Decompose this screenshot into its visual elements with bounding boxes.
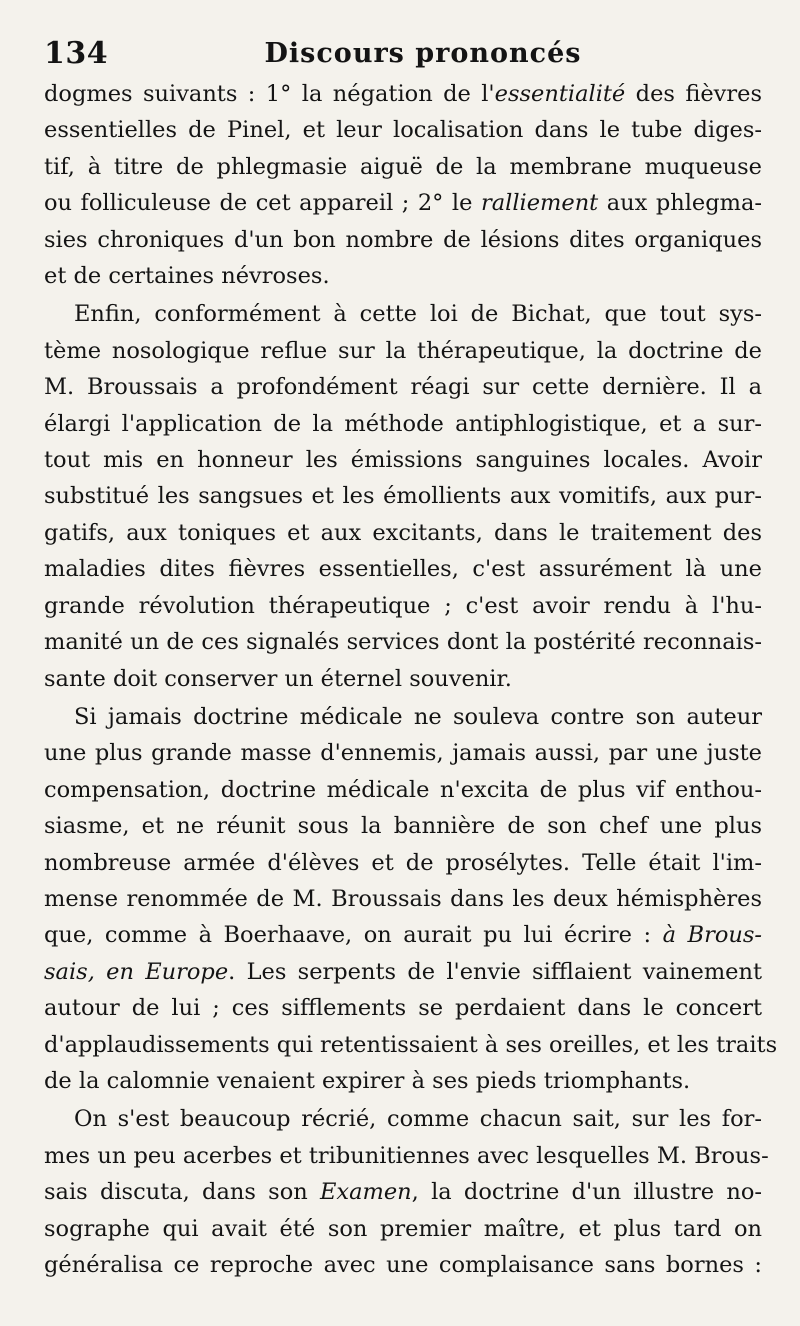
text-line: que, comme à Boerhaave, on aurait pu lui écrire : à Brous-: [44, 922, 763, 949]
text-line: Si jamais doctrine médicale ne souleva contre son auteur: [74, 703, 762, 730]
text-line: essentielles de Pinel, et leur localisation dans le tube diges-: [44, 117, 762, 144]
paragraph-1: [44, 76, 762, 294]
text-line: tème nosologique reflue sur la thérapeutique, la doctrine de: [44, 337, 762, 364]
text-line: nombreuse armée d'élèves et de prosélytes. Telle était l'im-: [44, 849, 762, 876]
text-line: manité un de ces signalés services dont la postérité reconnais-: [44, 629, 762, 656]
text-line: autour de lui ; ces sifflements se perdaient dans le concert: [44, 995, 762, 1022]
text-line: Enfin, conformément à cette loi de Bichat, que tout sys-: [74, 301, 762, 328]
text-line: On s'est beaucoup récrié, comme chacun sait, sur les for-: [74, 1106, 762, 1133]
paragraph-2: [44, 296, 762, 696]
text-line: grande révolution thérapeutique ; c'est avoir rendu à l'hu-: [44, 592, 762, 619]
text-line: sographe qui avait été son premier maître, et plus tard on: [44, 1215, 762, 1242]
text-line: ou folliculeuse de cet appareil ; 2° le ralliement aux phlegma-: [44, 190, 763, 217]
page-number: 134: [44, 36, 109, 71]
text-line: sais discuta, dans son Examen, la doctrine d'un illustre no-: [44, 1179, 762, 1206]
text-line: siasme, et ne réunit sous la bannière de son chef une plus: [44, 813, 762, 840]
running-title: Discours prononcés: [264, 38, 582, 69]
text-line: substitué les sangsues et les émollients aux vomitifs, aux pur-: [44, 483, 762, 510]
text-line: et de certaines névroses.: [44, 263, 330, 290]
text-line: sante doit conserver un éternel souvenir.: [44, 665, 512, 692]
text-line: élargi l'application de la méthode antiphlogistique, et a sur-: [44, 410, 762, 437]
text-line: une plus grande masse d'ennemis, jamais aussi, par une juste: [44, 740, 762, 767]
text-line: tif, à titre de phlegmasie aiguë de la membrane muqueuse: [44, 153, 762, 180]
text-line: de la calomnie venaient expirer à ses pieds triomphants.: [44, 1067, 691, 1094]
text-line: maladies dites fièvres essentielles, c'est assurément là une: [44, 556, 762, 583]
text-line: M. Broussais a profondément réagi sur cette dernière. Il a: [44, 374, 762, 401]
running-head: [44, 24, 762, 76]
text-line: compensation, doctrine médicale n'excita de plus vif enthou-: [44, 776, 762, 803]
paragraph-3: [44, 699, 778, 1099]
text-line: d'applaudissements qui retentissaient à ses oreilles, et les traits: [44, 1031, 778, 1058]
text-line: dogmes suivants : 1° la négation de l'essentialité des fièvres: [44, 81, 762, 107]
body-text: [44, 76, 778, 1283]
text-line: gatifs, aux toniques et aux excitants, dans le traitement des: [44, 519, 762, 546]
paragraph-4: [44, 1101, 769, 1283]
text-line: sais, en Europe. Les serpents de l'envie sifflaient vainement: [44, 958, 763, 985]
text-line: mes un peu acerbes et tribunitiennes avec lesquelles M. Brous-: [44, 1142, 769, 1169]
text-line: tout mis en honneur les émissions sanguines locales. Avoir: [44, 447, 762, 474]
text-line: mense renommée de M. Broussais dans les deux hémisphères: [44, 885, 762, 912]
text-line: sies chroniques d'un bon nombre de lésions dites organiques: [44, 226, 762, 253]
text-line: généralisa ce reproche avec une complaisance sans bornes :: [44, 1252, 762, 1278]
